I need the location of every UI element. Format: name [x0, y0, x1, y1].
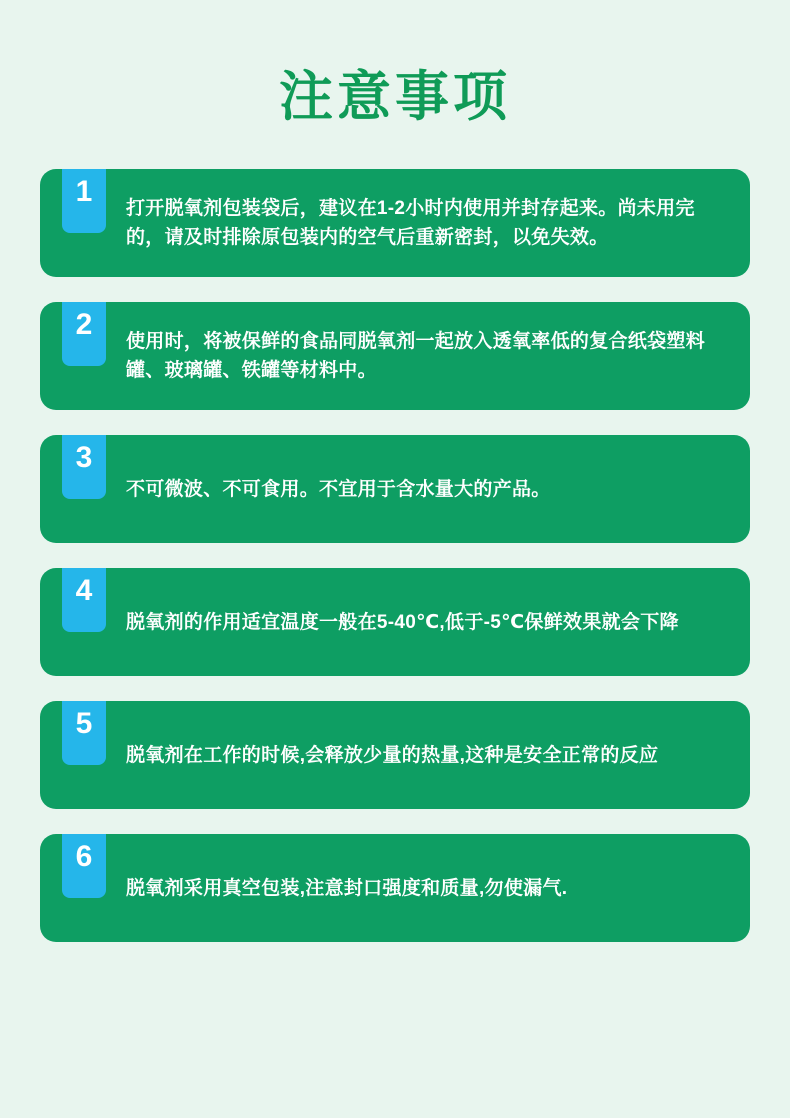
note-number-badge: 3 [62, 435, 106, 499]
list-item [40, 435, 750, 543]
list-item [40, 302, 750, 410]
note-number-badge: 5 [62, 701, 106, 765]
note-text: 打开脱氧剂包装袋后，建议在1-2小时内使用并封存起来。尚未用完的，请及时排除原包装内的空气后重新密封，以免失效。 [126, 197, 695, 249]
list-item [40, 169, 750, 277]
note-number-badge: 1 [62, 169, 106, 233]
note-number-badge: 2 [62, 302, 106, 366]
note-text: 不可微波、不可食用。不宜用于含水量大的产品。 [126, 478, 551, 500]
note-number-badge: 4 [62, 568, 106, 632]
note-text: 脱氧剂在工作的时候,会释放少量的热量,这种是安全正常的反应 [126, 744, 659, 766]
list-item [40, 568, 750, 676]
note-text: 脱氧剂的作用适宜温度一般在5-40℃,低于-5℃保鲜效果就会下降 [126, 611, 679, 633]
note-text: 脱氧剂采用真空包装,注意封口强度和质量,勿使漏气. [126, 877, 568, 899]
page-title: 注意事项 [279, 67, 511, 127]
note-text: 使用时，将被保鲜的食品同脱氧剂一起放入透氧率低的复合纸袋塑料罐、玻璃罐、铁罐等材料中。 [126, 330, 706, 382]
list-item [40, 701, 750, 809]
note-number-badge: 6 [62, 834, 106, 898]
list-item [40, 834, 750, 942]
notes-list [40, 169, 750, 942]
